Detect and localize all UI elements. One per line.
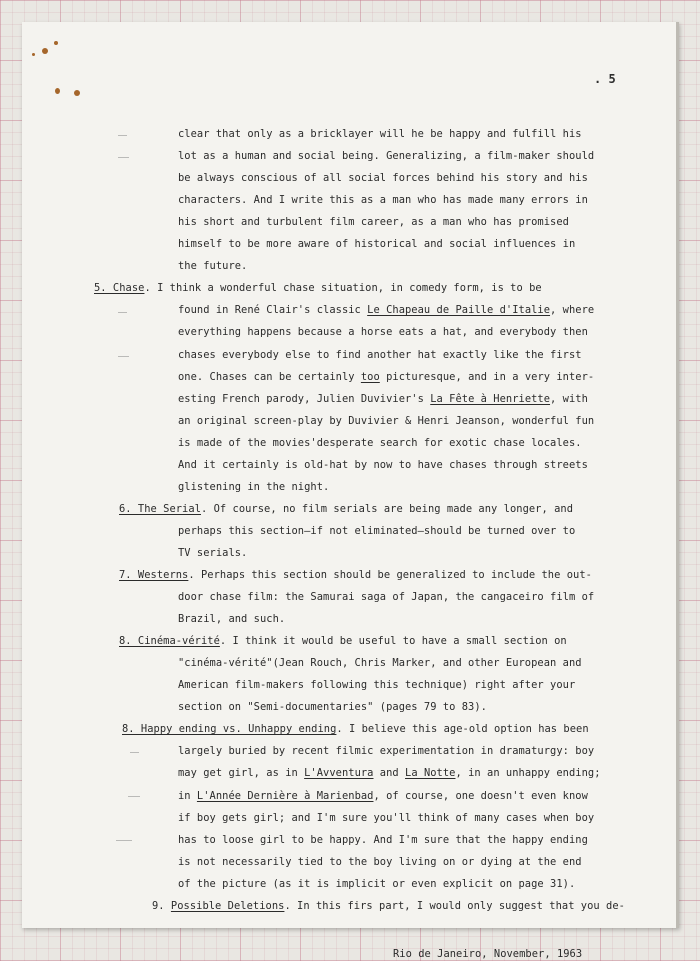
text-line: [178, 855, 582, 869]
text-run: and: [373, 767, 406, 779]
text-line: [178, 877, 575, 891]
text-run: , in an unhappy ending;: [455, 767, 601, 779]
text-run: is made of the movies'desperate search for exotic chase locales.: [178, 437, 582, 449]
text-line: [178, 259, 247, 273]
margin-mark: [118, 356, 129, 357]
text-run: . In this firs part, I would only suggest that you de-: [284, 900, 625, 912]
text-run: . Of course, no film serials are being made any longer, and: [200, 503, 574, 515]
text-line: [119, 502, 573, 516]
text-line: [178, 612, 285, 626]
text-run: , where: [550, 304, 595, 316]
text-line: [178, 392, 588, 406]
text-run: American film-makers following this technique) right after your: [178, 679, 576, 691]
text-line: [178, 833, 588, 847]
text-run: be always conscious of all social forces behind his story and his: [178, 172, 588, 184]
text-line: [178, 766, 601, 780]
text-run: may get girl, as in: [178, 767, 305, 779]
text-run: "cinéma-vérité"(Jean Rouch, Chris Marker, and other European and: [178, 657, 582, 669]
text-run: . I think a wonderful chase situation, in comedy form, is to be: [144, 282, 542, 294]
text-run: an original screen-play by Duvivier & Henri Jeanson, wonderful fun: [178, 415, 595, 427]
text-run: . I think it would be useful to have a small section on: [219, 635, 567, 647]
text-line: [178, 215, 569, 229]
text-line: [152, 899, 625, 913]
underlined-text: La Fête à Henriette: [430, 393, 551, 405]
text-run: characters. And I write this as a man who has made many errors in: [178, 194, 588, 206]
text-line: [178, 744, 594, 758]
margin-mark: [130, 752, 139, 753]
text-run: lot as a human and social being. Generalizing, a film-maker should: [178, 150, 595, 162]
underlined-text: 7. Westerns: [119, 569, 189, 581]
text-run: if boy gets girl; and I'm sure you'll think of many cases when boy: [178, 812, 595, 824]
margin-mark: [118, 157, 129, 158]
text-line: [178, 325, 588, 339]
underlined-text: L'Avventura: [304, 767, 374, 779]
text-run: one. Chases can be certainly: [178, 371, 361, 383]
text-line: [178, 171, 588, 185]
underlined-text: Possible Deletions: [170, 900, 285, 912]
text-run: himself to be more aware of historical and social influences in: [178, 238, 576, 250]
text-line: [178, 524, 575, 538]
text-line: [178, 348, 582, 362]
text-line: [178, 458, 588, 472]
text-run: , of course, one doesn't even know: [373, 790, 588, 802]
text-line: [178, 127, 582, 141]
text-line: [178, 811, 594, 825]
underlined-text: too: [360, 371, 380, 383]
margin-mark: [118, 135, 127, 136]
text-line: [122, 722, 589, 736]
margin-mark: [118, 312, 127, 313]
text-run: . I believe this age-old option has been: [336, 723, 589, 735]
text-line: [178, 546, 247, 560]
text-line: [178, 193, 588, 207]
text-line: [119, 568, 592, 582]
text-run: in: [178, 790, 197, 802]
text-run: his short and turbulent film career, as a man who has promised: [178, 216, 569, 228]
text-line: [178, 370, 594, 384]
text-run: 9.: [152, 900, 171, 912]
text-run: has to loose girl to be happy. And I'm sure that the happy ending: [178, 834, 588, 846]
margin-mark: [116, 840, 132, 841]
text-run: esting French parody, Julien Duvivier's: [178, 393, 431, 405]
text-line: [178, 590, 594, 604]
text-run: door chase film: the Samurai saga of Japan, the cangaceiro film of: [178, 591, 595, 603]
text-run: Brazil, and such.: [178, 613, 286, 625]
underlined-text: Le Chapeau de Paille d'Italie: [367, 304, 551, 316]
text-run: clear that only as a bricklayer will he be happy and fulfill his: [178, 128, 582, 140]
underlined-text: 8. Happy ending vs. Unhappy ending: [122, 723, 337, 735]
text-line: [178, 480, 329, 494]
underlined-text: L'Année Dernière à Marienbad: [196, 790, 374, 802]
text-line: [178, 414, 594, 428]
text-line: [178, 303, 594, 317]
text-line: [178, 700, 487, 714]
text-run: perhaps this section—if not eliminated—should be turned over to: [178, 525, 576, 537]
text-line: [94, 281, 542, 295]
text-run: is not necessarily tied to the boy living on or dying at the end: [178, 856, 582, 868]
text-line: [178, 678, 575, 692]
text-run: of the picture (as it is implicit or even explicit on page 31).: [178, 878, 576, 890]
text-run: And it certainly is old-hat by now to have chases through streets: [178, 459, 588, 471]
text-run: section on "Semi-documentaries" (pages 79 to 83).: [178, 701, 487, 713]
underlined-text: La Notte: [405, 767, 456, 779]
text-run: , with: [550, 393, 588, 405]
underlined-text: 6. The Serial: [119, 503, 201, 515]
text-line: [178, 789, 588, 803]
signoff: Rio de Janeiro, November, 1963: [393, 948, 583, 961]
margin-mark: [128, 796, 140, 797]
text-run: largely buried by recent filmic experimentation in dramaturgy: boy: [178, 745, 595, 757]
underlined-text: 8. Cinéma-vérité: [119, 635, 220, 647]
text-line: [178, 237, 575, 251]
text-run: found in René Clair's classic: [178, 304, 368, 316]
text-line: [119, 634, 567, 648]
underlined-text: 5. Chase: [94, 282, 145, 294]
text-run: the future.: [178, 260, 248, 272]
text-run: glistening in the night.: [178, 481, 330, 493]
text-line: [178, 656, 582, 670]
text-line: [178, 436, 582, 450]
text-line: [178, 149, 594, 163]
text-run: TV serials.: [178, 547, 248, 559]
text-run: . Perhaps this section should be generalized to include the out-: [188, 569, 592, 581]
text-run: chases everybody else to find another hat exactly like the first: [178, 349, 582, 361]
page-number: . 5: [594, 72, 616, 86]
text-run: everything happens because a horse eats a hat, and everybody then: [178, 326, 588, 338]
text-run: picturesque, and in a very inter-: [379, 371, 595, 383]
